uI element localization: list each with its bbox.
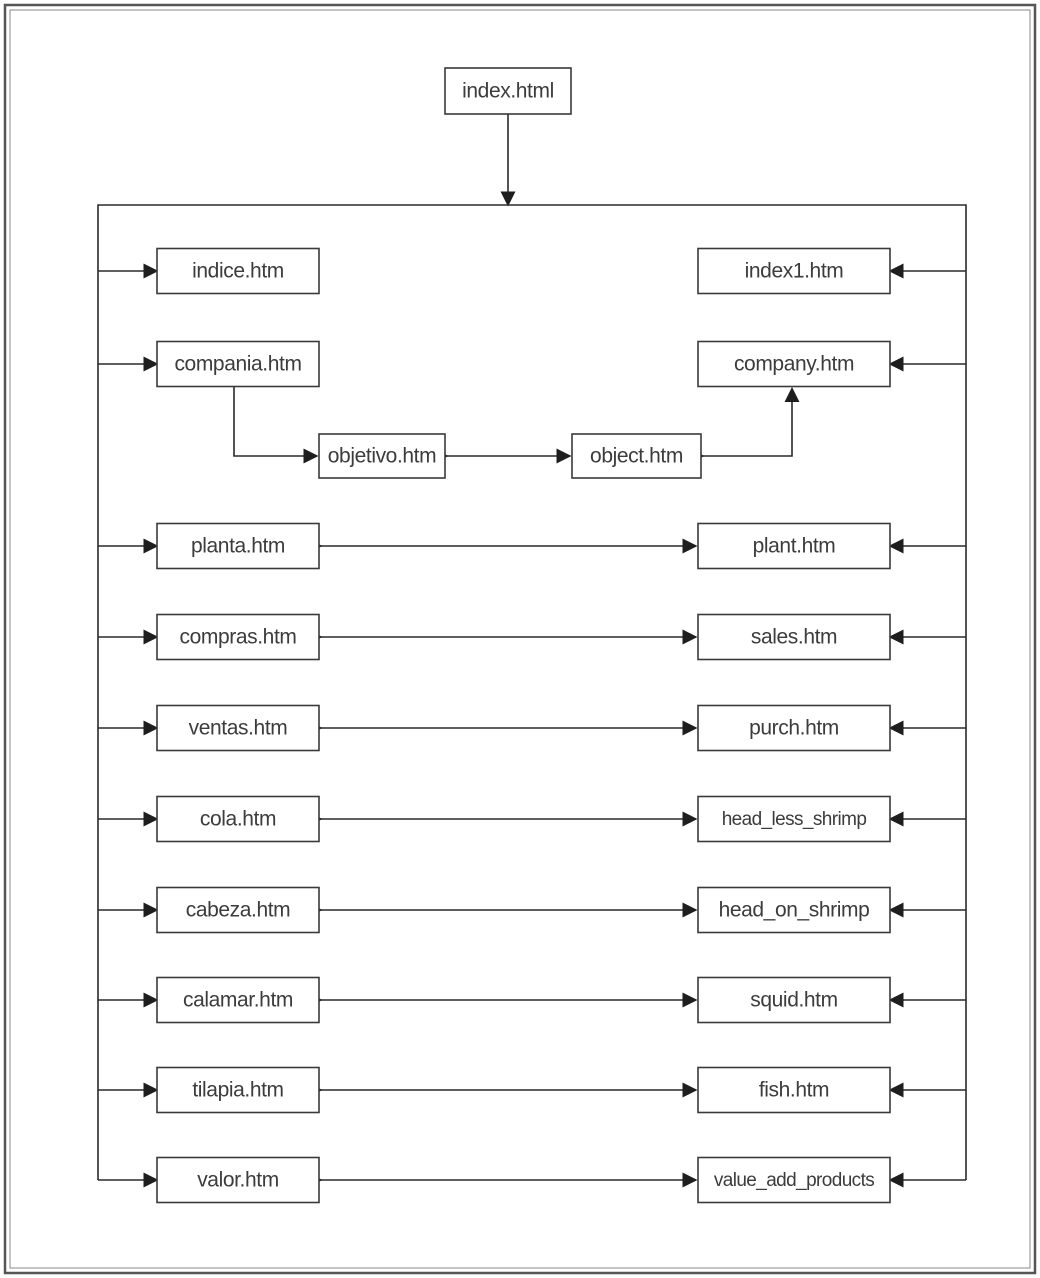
node-tilapia-htm <box>157 1068 319 1113</box>
node-cola-htm-label: cola.htm <box>199 807 277 831</box>
node-calamar-htm-label: calamar.htm <box>183 988 293 1012</box>
node-purch-htm <box>698 706 890 751</box>
edge-compania-to-objetivo <box>234 387 317 457</box>
node-object-htm <box>572 434 701 478</box>
node-planta-htm <box>157 524 319 569</box>
node-compania-htm-label: compania.htm <box>174 352 302 376</box>
node-fish-htm <box>698 1068 890 1113</box>
node-objetivo-htm-label: objetivo.htm <box>327 444 437 468</box>
node-cabeza-htm-label: cabeza.htm <box>185 898 291 922</box>
node-head-on-shrimp <box>698 888 890 933</box>
node-plant-htm-label: plant.htm <box>752 534 836 558</box>
node-head-less-shrimp <box>698 797 890 842</box>
node-cola-htm <box>157 797 319 842</box>
node-purch-htm-label: purch.htm <box>749 716 839 740</box>
node-object-htm-label: object.htm <box>590 444 683 468</box>
node-compras-htm-label: compras.htm <box>179 625 297 649</box>
node-fish-htm-label: fish.htm <box>758 1078 830 1102</box>
node-value-add-products-label: value_add_products <box>713 1170 875 1192</box>
node-ventas-htm <box>157 706 319 751</box>
node-head-on-shrimp-label: head_on_shrimp <box>718 898 870 922</box>
node-cabeza-htm <box>157 888 319 933</box>
node-sales-htm <box>698 615 890 660</box>
node-planta-htm-label: planta.htm <box>190 534 286 558</box>
node-squid-htm <box>698 978 890 1023</box>
node-plant-htm <box>698 524 890 569</box>
node-company-htm <box>698 342 890 387</box>
node-index-html-label: index.html <box>462 79 554 103</box>
node-company-htm-label: company.htm <box>733 352 855 376</box>
node-compras-htm <box>157 615 319 660</box>
edge-object-to-company <box>703 389 792 457</box>
node-sales-htm-label: sales.htm <box>750 625 838 649</box>
node-index1-htm-label: index1.htm <box>744 259 844 283</box>
node-head-less-shrimp-label: head_less_shrimp <box>721 809 867 831</box>
node-indice-htm <box>157 249 319 294</box>
node-compania-htm <box>157 342 319 387</box>
node-calamar-htm <box>157 978 319 1023</box>
node-valor-htm-label: valor.htm <box>197 1168 279 1192</box>
node-squid-htm-label: squid.htm <box>750 988 838 1012</box>
node-objetivo-htm <box>319 434 445 478</box>
node-ventas-htm-label: ventas.htm <box>188 716 288 740</box>
node-indice-htm-label: indice.htm <box>192 259 284 283</box>
node-tilapia-htm-label: tilapia.htm <box>192 1078 284 1102</box>
diagram-nodes <box>157 68 890 1203</box>
node-valor-htm <box>157 1158 319 1203</box>
node-index1-htm <box>698 249 890 294</box>
node-index-html <box>445 68 571 114</box>
node-value-add-products <box>698 1158 890 1203</box>
